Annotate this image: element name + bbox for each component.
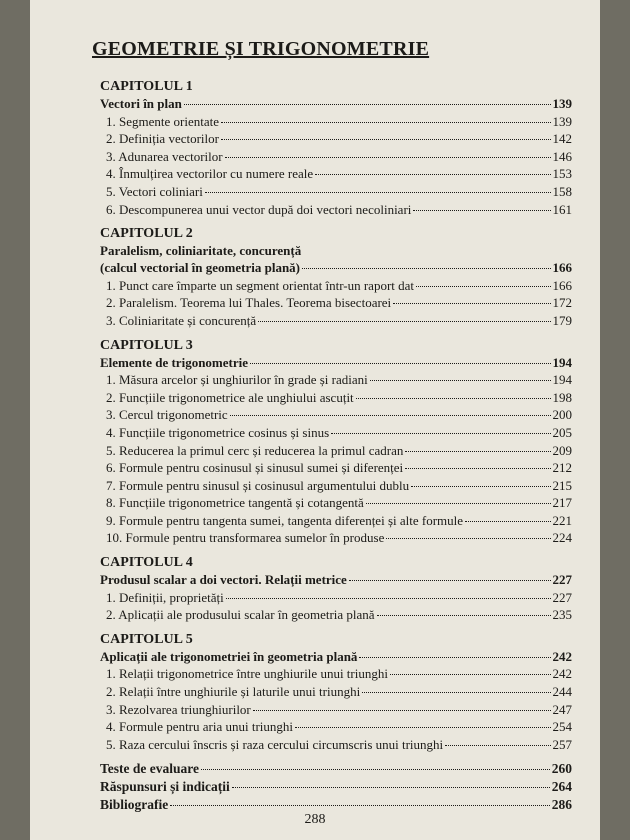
toc-entry-page: 235 <box>552 607 572 623</box>
toc-entry <box>100 701 572 719</box>
toc-entry-title: 3. Coliniaritate și concurență <box>106 312 257 328</box>
toc-entry <box>100 371 572 389</box>
chapter-label: CAPITOLUL 2 <box>100 226 193 242</box>
toc-entry-title: 5. Raza cercului înscris și raza cercului circumscris unui triunghi <box>106 736 444 752</box>
toc-entry <box>100 718 572 736</box>
toc-entry-title: 2. Aplicații ale produsului scalar în geometria plană <box>106 607 375 623</box>
dot-leader <box>370 380 551 381</box>
chapter-heading <box>100 259 572 277</box>
chapter-heading <box>100 95 572 113</box>
toc-entry-page: 205 <box>552 424 572 440</box>
chapter-heading-page: 227 <box>552 572 572 588</box>
chapter-label: CAPITOLUL 4 <box>100 555 193 571</box>
toc-entry-page: 161 <box>552 201 572 217</box>
dot-leader <box>170 805 550 806</box>
toc-entry <box>100 665 572 683</box>
toc-entry-title: 1. Măsura arcelor și unghiurilor în grade și radiani <box>106 372 368 388</box>
toc-entry-title: 2. Paralelism. Teorema lui Thales. Teorema bisectoarei <box>106 295 392 311</box>
toc-entry-title: 2. Relații între unghiurile și laturile unui triunghi <box>106 684 361 700</box>
chapter-heading-page: 139 <box>552 96 572 111</box>
toc-entry <box>100 165 572 183</box>
chapter-heading-line: Paralelism, coliniaritate, concurență <box>100 243 302 259</box>
toc-entry <box>100 494 572 512</box>
toc-entry <box>100 201 572 219</box>
toc-entry <box>100 529 572 547</box>
toc-entry-title: 7. Formule pentru sinusul și cosinusul argumentului dublu <box>106 477 410 493</box>
toc-entry-page: 221 <box>552 512 572 528</box>
toc-entry <box>100 459 572 477</box>
toc-entry-title: 1. Segmente orientate <box>106 113 219 129</box>
chapter-heading <box>100 571 572 589</box>
toc-entry-title: 4. Înmulțirea vectorilor cu numere reale <box>106 166 314 182</box>
toc-entry-page: 153 <box>552 166 572 182</box>
back-matter-entry <box>100 796 572 814</box>
toc-entry-title: 1. Punct care împarte un segment orientat într-un raport dat <box>106 277 415 293</box>
dot-leader <box>362 692 550 693</box>
toc-entry-page: 224 <box>552 530 572 546</box>
toc-entry <box>100 277 572 295</box>
toc-entry-title: 8. Funcțiile trigonometrice tangentă și cotangentă <box>106 495 364 511</box>
toc-entry <box>100 312 572 330</box>
dot-leader <box>465 521 550 522</box>
section-title: GEOMETRIE ȘI TRIGONOMETRIE <box>92 38 430 60</box>
dot-leader <box>221 139 551 140</box>
dot-leader <box>390 674 551 675</box>
toc-entry <box>100 148 572 166</box>
toc-entry-title: 3. Cercul trigonometric <box>106 407 228 423</box>
toc-entry-page: 142 <box>552 131 572 147</box>
toc-entry <box>100 442 572 460</box>
toc-entry-title: 1. Relații trigonometrice între unghiurile unui triunghi <box>106 666 388 682</box>
dot-leader <box>386 538 550 539</box>
toc-entry-title: 4. Formule pentru aria unui triunghi <box>106 719 294 735</box>
chapter-3 <box>100 337 572 548</box>
chapter-heading-title: Vectori în plan <box>100 96 182 111</box>
chapter-heading-page: 242 <box>552 648 572 664</box>
chapter-heading-page: 166 <box>552 260 572 276</box>
toc-entry <box>100 512 572 530</box>
toc-entry-title: 5. Vectori coliniari <box>106 183 203 199</box>
toc-entry-title: 1. Definiții, proprietăți <box>106 589 224 605</box>
dot-leader <box>377 615 551 616</box>
toc-entry-page: 217 <box>552 495 572 511</box>
toc-entry <box>100 130 572 148</box>
back-matter-entry-page: 286 <box>551 796 572 812</box>
toc-entry-title: 10. Formule pentru transformarea sumelor în produse <box>106 530 385 546</box>
toc-entry-page: 244 <box>552 684 572 700</box>
toc-entry <box>100 113 572 131</box>
chapter-heading <box>100 354 572 372</box>
toc-entry-page: 242 <box>552 666 572 682</box>
back-matter-entry-title: Răspunsuri și indicații <box>100 779 230 794</box>
toc-entry-page: 198 <box>552 389 572 405</box>
back-matter-entry-page: 260 <box>551 761 572 777</box>
toc-entry-page: 212 <box>552 460 572 476</box>
dot-leader <box>230 415 551 416</box>
dot-leader <box>253 710 551 711</box>
dot-leader <box>221 122 551 123</box>
toc-entry-title: 2. Funcțiile trigonometrice ale unghiului ascuțit <box>106 389 354 405</box>
toc-entry <box>100 589 572 607</box>
toc-entry-page: 254 <box>552 719 572 735</box>
toc-entry-page: 179 <box>552 312 572 328</box>
chapter-heading-title: Produsul scalar a doi vectori. Relații metrice <box>100 572 347 588</box>
page-number: 288 <box>304 812 326 827</box>
dot-leader <box>225 157 551 158</box>
chapter-label: CAPITOLUL 3 <box>100 337 193 353</box>
toc-entry <box>100 389 572 407</box>
dot-leader <box>405 468 550 469</box>
table-of-contents <box>100 78 572 813</box>
dot-leader <box>366 503 551 504</box>
toc-entry-page: 172 <box>552 295 572 311</box>
toc-entry <box>100 477 572 495</box>
back-matter-entry-title: Bibliografie <box>100 796 169 812</box>
dot-leader <box>295 727 550 728</box>
chapter-label: CAPITOLUL 1 <box>100 79 193 94</box>
dot-leader <box>349 580 551 581</box>
chapter-heading-title: Elemente de trigonometrie <box>100 354 249 370</box>
toc-entry <box>100 683 572 701</box>
back-matter-entry <box>100 760 572 778</box>
chapter-heading-title: Aplicații ale trigonometriei în geometria plană <box>100 648 358 664</box>
dot-leader <box>331 433 550 434</box>
dot-leader <box>201 769 550 770</box>
back-matter-entry-title: Teste de evaluare <box>100 761 199 777</box>
chapter-5 <box>100 631 572 754</box>
toc-entry-page: 200 <box>552 407 572 423</box>
back-matter-entry-page: 264 <box>551 779 572 794</box>
chapter-heading-page: 194 <box>552 354 572 370</box>
toc-entry-page: 158 <box>552 183 572 199</box>
toc-entry <box>100 183 572 201</box>
toc-entry-page: 139 <box>552 113 572 129</box>
toc-entry-title: 3. Rezolvarea triunghiurilor <box>106 701 251 717</box>
dot-leader <box>416 286 550 287</box>
dot-leader <box>356 398 551 399</box>
toc-entry <box>100 294 572 312</box>
dot-leader <box>302 268 550 269</box>
chapter-2 <box>100 225 572 329</box>
toc-entry-page: 146 <box>552 148 572 164</box>
dot-leader <box>315 174 550 175</box>
toc-entry-page: 215 <box>552 477 572 493</box>
chapter-label: CAPITOLUL 5 <box>100 631 193 647</box>
toc-entry-page: 257 <box>552 736 572 752</box>
toc-entry-page: 209 <box>552 442 572 458</box>
dot-leader <box>411 486 550 487</box>
dot-leader <box>184 104 551 105</box>
toc-entry-title: 6. Descompunerea unui vector după doi vectori necoliniari <box>106 201 412 217</box>
dot-leader <box>445 745 550 746</box>
toc-entry-page: 227 <box>552 589 572 605</box>
dot-leader <box>205 192 551 193</box>
dot-leader <box>393 303 550 304</box>
dot-leader <box>232 787 550 788</box>
toc-entry-title: 3. Adunarea vectorilor <box>106 148 223 164</box>
dot-leader <box>413 210 550 211</box>
toc-entry-page: 247 <box>552 701 572 717</box>
toc-entry <box>100 424 572 442</box>
toc-entry-title: 5. Reducerea la primul cerc și reducerea la primul cadran <box>106 442 404 458</box>
chapter-1 <box>100 78 572 218</box>
dot-leader <box>250 363 550 364</box>
toc-entry-title: 4. Funcțiile trigonometrice cosinus și sinus <box>106 424 330 440</box>
book-page <box>30 0 600 840</box>
toc-entry <box>100 606 572 624</box>
toc-entry <box>100 736 572 754</box>
dot-leader <box>258 321 550 322</box>
dot-leader <box>405 451 550 452</box>
back-matter-entry <box>100 778 572 796</box>
chapter-heading <box>100 648 572 666</box>
toc-entry-page: 194 <box>552 372 572 388</box>
toc-entry <box>100 406 572 424</box>
toc-entry-title: 2. Definiția vectorilor <box>106 131 219 147</box>
toc-entry-page: 166 <box>552 277 572 293</box>
chapter-4 <box>100 554 572 624</box>
dot-leader <box>359 657 550 658</box>
toc-entry-title: 9. Formule pentru tangenta sumei, tangenta diferenței și alte formule <box>106 512 464 528</box>
chapter-heading-title: (calcul vectorial în geometria plană) <box>100 260 301 276</box>
toc-entry-title: 6. Formule pentru cosinusul și sinusul sumei și diferenței <box>106 460 404 476</box>
dot-leader <box>226 598 551 599</box>
